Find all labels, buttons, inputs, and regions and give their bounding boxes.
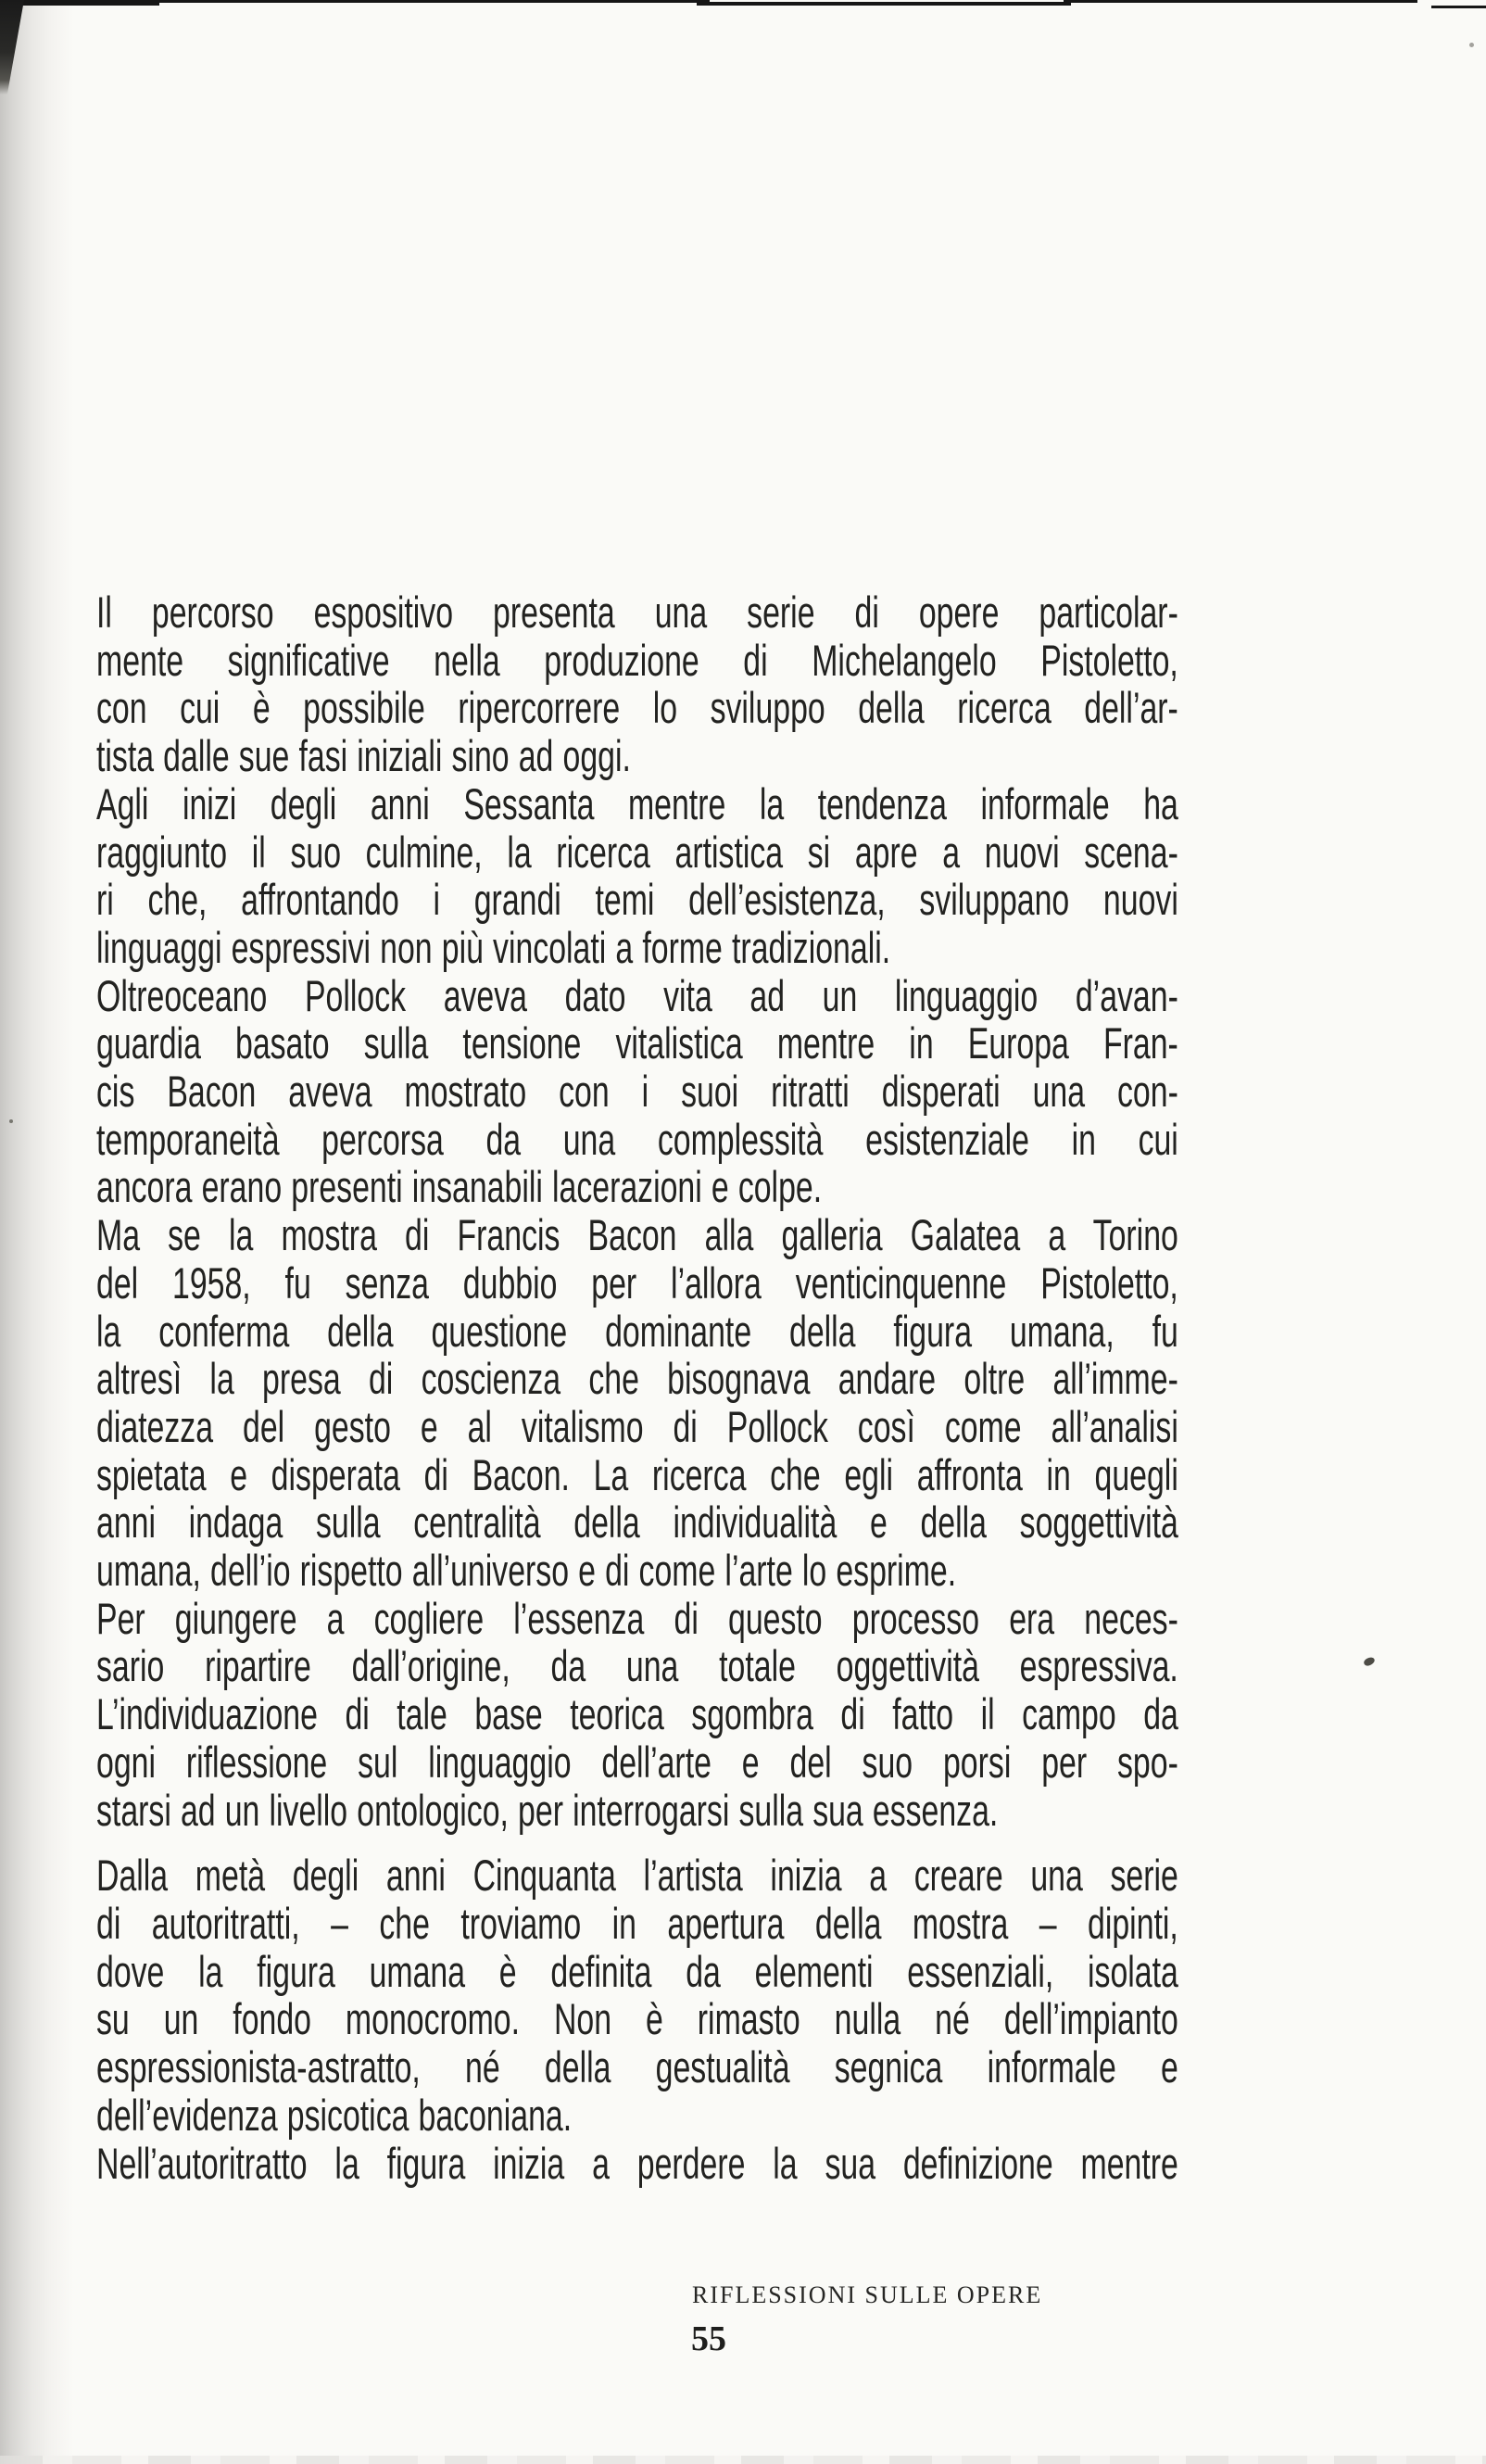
text-line: umana, dell’io rispetto all’universo e di come l’arte lo esprime. [96, 1546, 957, 1596]
text-line: altresì la presa di coscienza che bisognava andare oltre all’imme- [96, 1354, 1178, 1404]
text-line: raggiunto il suo culmine, la ricerca artistica si apre a nuovi scena- [96, 827, 1178, 877]
paragraph [96, 780, 1178, 972]
scan-speck [1363, 1656, 1376, 1668]
top-scan-edge-line [0, 0, 1486, 13]
top-edge-segment [1064, 0, 1417, 3]
text-line: del 1958, fu senza dubbio per l’allora venticinquenne Pistoletto, [96, 1257, 1178, 1308]
running-footer-caption: RIFLESSIONI SULLE OPERE [692, 2281, 1043, 2308]
paragraph [96, 2140, 1178, 2188]
text-line: L’individuazione di tale base teorica sgombra di fatto il campo da [96, 1689, 1178, 1739]
text-line: ogni riflessione sul linguaggio dell’arte e del suo porsi per spo- [96, 1737, 1178, 1787]
text-line: linguaggi espressivi non più vincolati a forme tradizionali. [96, 922, 891, 972]
top-edge-segment [1431, 6, 1486, 8]
text-line: starsi ad un livello ontologico, per interrogarsi sulla sua essenza. [96, 1785, 999, 1835]
text-line: ri che, affrontando i grandi temi dell’esistenza, sviluppano nuovi [96, 875, 1178, 925]
text-line: Per giungere a cogliere l’essenza di questo processo era neces- [96, 1593, 1178, 1643]
text-line: con cui è possibile ripercorrere lo sviluppo della ricerca dell’ar- [96, 683, 1178, 733]
text-line: diatezza del gesto e al vitalismo di Pollock così come all’analisi [96, 1401, 1178, 1451]
page-number: 55 [691, 2319, 726, 2358]
text-line: spietata e disperata di Bacon. La ricerca che egli affronta in quegli [96, 1449, 1178, 1499]
paragraph [96, 1211, 1178, 1595]
paragraph [96, 588, 1178, 780]
top-edge-segment [154, 0, 710, 3]
paragraph [96, 1851, 1178, 2139]
text-line: dove la figura umana è definita da elementi essenziali, isolata [96, 1946, 1178, 1996]
text-line: guardia basato sulla tensione vitalistica mentre in Europa Fran- [96, 1018, 1178, 1068]
paragraph [96, 972, 1178, 1212]
scan-speck [9, 1119, 13, 1123]
text-line: cis Bacon aveva mostrato con i suoi ritratti disperati una con- [96, 1067, 1178, 1117]
text-line: Agli inizi degli anni Sessanta mentre la tendenza informale ha [96, 778, 1178, 828]
text-line: di autoritratti, – che troviamo in apertura della mostra – dipinti, [96, 1898, 1178, 1948]
body-text-block [96, 588, 1178, 2187]
text-line: anni indaga sulla centralità della individualità e della soggettività [96, 1497, 1178, 1548]
text-line: Oltreoceano Pollock aveva dato vita ad un linguaggio d’avan- [96, 970, 1178, 1020]
bottom-scan-edge-band [0, 2456, 1486, 2464]
text-line: Nell’autoritratto la figura inizia a perdere la sua definizione mentre [96, 2138, 1178, 2188]
text-line: espressionista-astratto, né della gestualità segnica informale e [96, 2042, 1178, 2092]
top-edge-segment [697, 2, 1071, 6]
scan-speck [1469, 43, 1474, 47]
text-line: su un fondo monocromo. Non è rimasto nulla né dell’impianto [96, 1994, 1178, 2044]
text-line: Il percorso espositivo presenta una serie di opere particolar- [96, 588, 1178, 637]
text-line: tista dalle sue fasi iniziali sino ad oggi. [96, 731, 631, 781]
text-line: ancora erano presenti insanabili lacerazioni e colpe. [96, 1162, 823, 1212]
left-gutter-shadow [0, 0, 79, 2464]
text-line: mente significative nella produzione di Michelangelo Pistoletto, [96, 635, 1178, 685]
text-line: sario ripartire dall’origine, da una totale oggettività espressiva. [96, 1641, 1178, 1691]
text-line: temporaneità percorsa da una complessità esistenziale in cui [96, 1114, 1178, 1164]
text-line: Ma se la mostra di Francis Bacon alla galleria Galatea a Torino [96, 1210, 1178, 1260]
text-line: dell’evidenza psicotica baconiana. [96, 2090, 573, 2140]
text-line: la conferma della questione dominante della figura umana, fu [96, 1306, 1178, 1356]
text-line: Dalla metà degli anni Cinquanta l’artista inizia a creare una serie [96, 1851, 1178, 1901]
paragraph [96, 1595, 1178, 1835]
